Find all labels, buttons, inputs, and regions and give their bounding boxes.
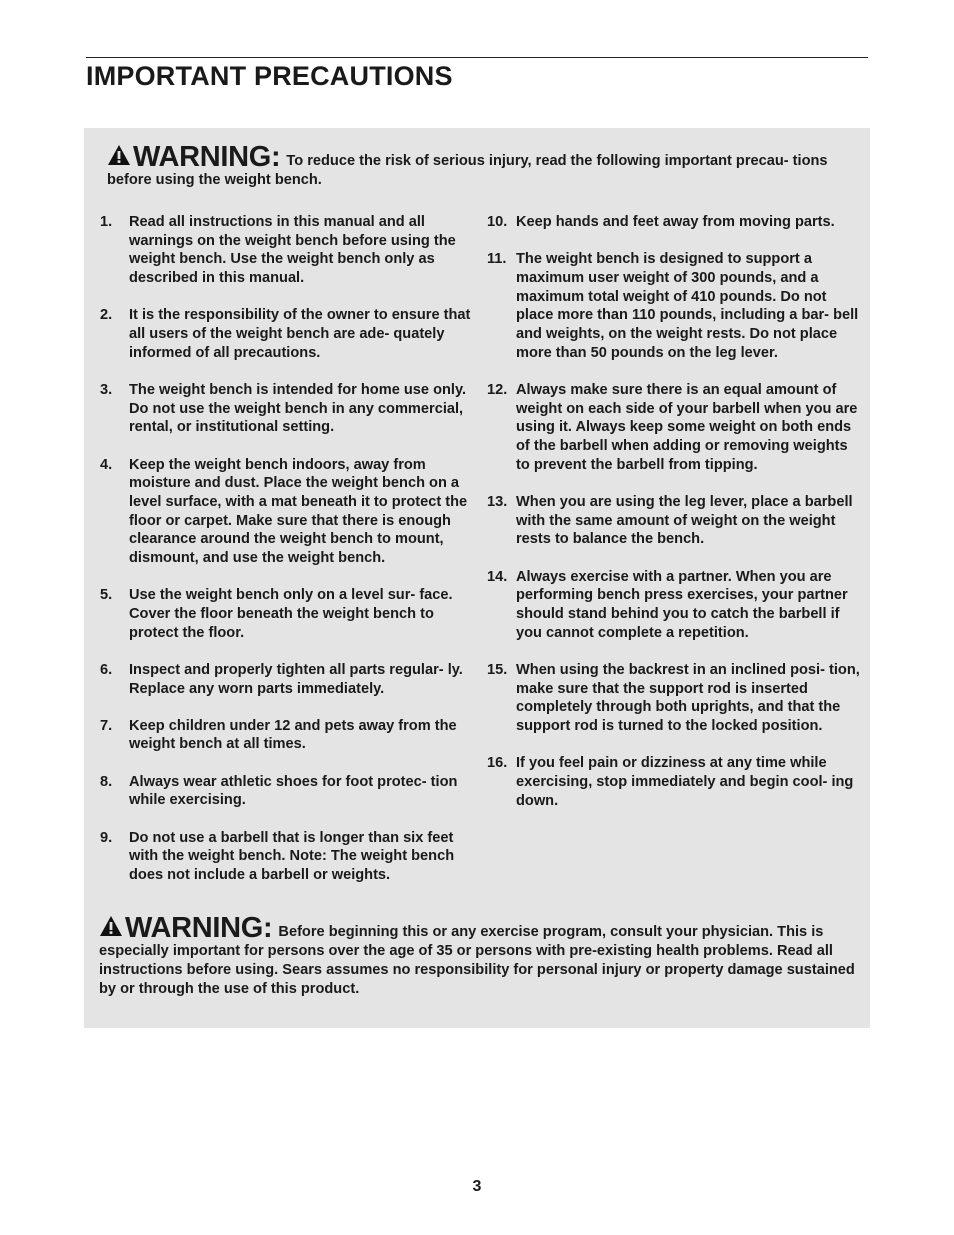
precaution-text: When you are using the leg lever, place a barbell with the same amount of weight on the weight rests to balance the bench. [516, 493, 853, 548]
precaution-item [100, 717, 475, 754]
precaution-text: The weight bench is designed to support a maximum user weight of 300 pounds, and a maximum total weight of 410 pounds. Do not place more than 110 pounds, including a bar- bell and weights, on the weight rests. Do not place more than 50 pounds on the leg lever. [516, 251, 859, 361]
precaution-item [487, 381, 862, 475]
precaution-text: If you feel pain or dizziness at any time while exercising, stop immediately and begin cool- ing down. [516, 755, 854, 809]
precaution-text: Always make sure there is an equal amount of weight on each side of your barbell when you are using it. Always keep some weight on both ends of the barbell when adding or removing weights to prevent the barbell from tipping. [516, 381, 858, 473]
precaution-number: 16. [487, 755, 508, 772]
precaution-number: 8. [100, 773, 113, 790]
precaution-text: Keep hands and feet away from moving parts. [516, 214, 835, 230]
precaution-item [487, 213, 862, 232]
precaution-number: 15. [487, 661, 508, 678]
precaution-item [100, 661, 475, 698]
precaution-number: 14. [487, 568, 508, 585]
warning-text: Before beginning this or any exercise program, consult your physician. This is especially important for persons over the age of 35 or persons with pre-existing health problems. Read all instructions before using. Sears assumes no responsibility for personal injury or property damage sustained by or through the use of this product. [99, 924, 855, 997]
precaution-item [487, 568, 862, 643]
warning-top [107, 141, 842, 190]
precaution-number: 4. [100, 456, 113, 473]
precaution-number: 12. [487, 381, 508, 398]
precaution-number: 11. [487, 251, 507, 268]
page-number: 3 [472, 1178, 482, 1195]
precaution-text: When using the backrest in an inclined posi- tion, make sure that the support rod is inserted completely through both uprights, and that the support rod is turned to the locked position. [516, 661, 860, 734]
precaution-item [100, 456, 475, 568]
warning-heading: WARNING: [125, 912, 273, 944]
precaution-text: Read all instructions in this manual and all warnings on the weight bench before using the weight bench. Use the weight bench only as described in this manual. [129, 214, 456, 287]
precaution-text: Always wear athletic shoes for foot protec- tion while exercising. [129, 773, 458, 809]
precaution-number: 1. [100, 214, 113, 230]
precaution-number: 3. [100, 381, 113, 398]
precaution-item [100, 829, 475, 885]
warning-text: To reduce the risk of serious injury, read the following important precau- tions before using the weight bench. [107, 153, 828, 188]
precaution-number: 10. [487, 214, 508, 230]
precautions-left-column [100, 213, 475, 903]
precaution-item [100, 213, 475, 288]
precaution-number: 13. [487, 493, 508, 510]
precautions-right-column [487, 213, 862, 829]
warning-triangle-icon [99, 915, 123, 937]
warning-bottom [99, 912, 861, 999]
precaution-number: 9. [100, 829, 113, 846]
page-title: IMPORTANT PRECAUTIONS [86, 61, 453, 91]
warning-heading: WARNING: [133, 141, 281, 173]
precaution-text: Always exercise with a partner. When you are performing bench press exercises, your partner should stand behind you to catch the barbell if you cannot complete a repetition. [516, 568, 848, 641]
precaution-number: 7. [100, 717, 113, 734]
precaution-text: Keep the weight bench indoors, away from moisture and dust. Place the weight bench on a level surface, with a mat beneath it to protect the floor or carpet. Make sure that there is enough clearance around the weight bench to mount, dismount, and use the weight bench. [129, 456, 468, 567]
precaution-text: It is the responsibility of the owner to ensure that all users of the weight bench are ade- quately informed of all precautions. [129, 307, 471, 361]
warning-triangle-icon [107, 144, 131, 166]
top-divider [86, 57, 868, 58]
precaution-item [487, 754, 862, 810]
precaution-number: 6. [100, 661, 113, 678]
precaution-item [100, 381, 475, 437]
precaution-number: 5. [100, 587, 113, 604]
precaution-text: Inspect and properly tighten all parts regular- ly. Replace any worn parts immediately. [129, 661, 463, 697]
precaution-item [487, 493, 862, 549]
precaution-number: 2. [100, 307, 113, 324]
precaution-item [100, 773, 475, 810]
precaution-text: Keep children under 12 and pets away from the weight bench at all times. [129, 717, 457, 753]
precaution-item [100, 306, 475, 362]
precaution-item [100, 586, 475, 642]
precaution-text: Use the weight bench only on a level sur- face. Cover the floor beneath the weight bench to protect the floor. [129, 587, 453, 641]
precaution-item [487, 250, 862, 362]
precaution-text: The weight bench is intended for home use only. Do not use the weight bench in any commercial, rental, or institutional setting. [129, 381, 467, 436]
precaution-item [487, 661, 862, 736]
precaution-text: Do not use a barbell that is longer than six feet with the weight bench. Note: The weight bench does not include a barbell or weights. [129, 829, 455, 883]
